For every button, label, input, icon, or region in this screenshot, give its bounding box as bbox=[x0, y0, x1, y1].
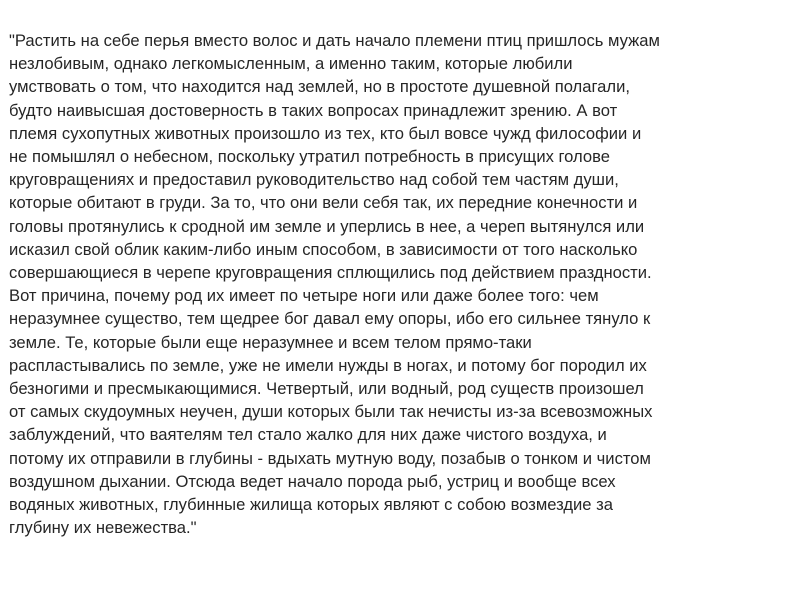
text-line: водяных животных, глубинные жилища которых являют с собою возмездие за bbox=[9, 495, 613, 515]
text-line: умствовать о том, что находится над землей, но в простоте душевной полагали, bbox=[9, 77, 630, 97]
text-line: круговращениях и предоставил руководительство над собой тем частям души, bbox=[9, 170, 619, 190]
text-line: потому их отправили в глубины - вдыхать мутную воду, позабыв о тонком и чистом bbox=[9, 448, 651, 468]
text-line: незлобивым, однако легкомысленным, а именно таким, которые любили bbox=[9, 54, 573, 74]
text-line: не помышлял о небесном, поскольку утратил потребность в присущих голове bbox=[9, 147, 610, 167]
text-line: от самых скудоумных неучен, души которых были так нечисты из-за всевозможных bbox=[9, 402, 653, 422]
text-line: будто наивысшая достоверность в таких вопросах принадлежит зрению. А вот bbox=[9, 100, 618, 120]
text-line: совершающиеся в черепе круговращения сплющились под действием праздности. bbox=[9, 263, 652, 283]
text-line: земле. Те, которые были еще неразумнее и всем телом прямо-таки bbox=[9, 332, 532, 352]
text-line: глубину их невежества." bbox=[9, 518, 197, 538]
text-line: головы протянулись к сродной им земле и уперлись в нее, а череп вытянулся или bbox=[9, 216, 645, 236]
text-line: Вот причина, почему род их имеет по четыре ноги или даже более того: чем bbox=[9, 286, 599, 306]
text-line: заблуждений, что ваятелям тел стало жалко для них даже чистого воздуха, и bbox=[9, 425, 607, 445]
text-line: неразумнее существо, тем щедрее бог давал ему опоры, ибо его сильнее тянуло к bbox=[9, 309, 651, 329]
text-line: "Растить на себе перья вместо волос и дать начало племени птиц пришлось мужам bbox=[9, 31, 660, 50]
text-line: распластывались по земле, уже не имели нужды в ногах, и потому бог породил их bbox=[9, 355, 647, 375]
text-line: воздушном дыхании. Отсюда ведет начало порода рыб, устриц и вообще всех bbox=[9, 471, 616, 491]
text-line: племя сухопутных животных произошло из тех, кто был вовсе чужд философии и bbox=[9, 123, 642, 143]
text-line: исказил свой облик каким-либо иным способом, в зависимости от того насколько bbox=[9, 239, 638, 259]
text-line: которые обитают в груди. За то, что они вели себя так, их передние конечности и bbox=[9, 193, 638, 213]
quote-text-block bbox=[9, 29, 799, 539]
text-line: безногими и пресмыкающимися. Четвертый, или водный, род существ произошел bbox=[9, 379, 644, 399]
